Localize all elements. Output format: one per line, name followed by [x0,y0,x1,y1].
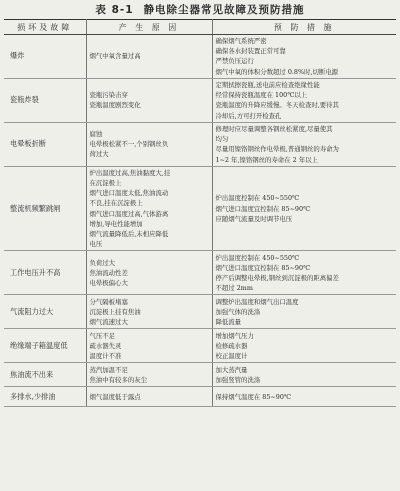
cause-line: 在沉淀极上 [89,179,122,188]
fault-cell: 爆炸 [4,35,86,79]
fault-cell: 焦油流不出来 [4,363,86,387]
fault-cell: 工作电压升不高 [4,251,86,295]
measure-line: 不超过 2mm [215,284,253,293]
cause-line: 电压 [89,240,103,249]
measure-cell [212,295,396,329]
measure-cell [212,78,396,122]
cause-cell [86,363,212,387]
cause-cell [86,35,212,79]
table-number: 表 8-1 [95,4,134,16]
header-measure: 预 防 措 施 [212,20,396,35]
table-body [4,35,396,407]
fault-cell: 整流机频繁跳闸 [4,166,86,251]
measure-cell [212,166,396,251]
measure-line: 瓷瓶温度的升降应缓慢。冬天检查时,要待其 [215,101,339,110]
cause-line: 腐蚀 [89,130,103,138]
cause-line: 温度计不准 [89,352,122,361]
cause-cell [86,387,212,407]
cause-cell [86,78,212,122]
measure-line: 增加烟气压力 [215,331,254,340]
table-row [4,122,396,166]
measure-line: 炉出温度控制在 450~550℃ [215,253,300,262]
cause-line: 烟气中氧含量过高 [89,52,141,61]
cause-line: 焦油流动性差 [89,268,128,277]
cause-line: 负荷过大 [89,258,116,267]
measure-line: 冷却后,方可打开检查孔 [215,111,282,120]
fault-cell: 电晕板折断 [4,122,86,166]
table-row [4,251,396,295]
header-row [4,20,396,35]
cause-line: 分气隔板堵塞 [89,297,128,306]
cause-cell [86,295,212,329]
measure-line: 烟气中氧的体积分数超过 0.8%时,切断电源 [215,67,339,76]
measure-line: 校正温度计 [215,352,248,361]
measure-line: 保持烟气温度在 85~90℃ [215,392,292,401]
table-row [4,329,396,363]
table-row [4,363,396,387]
cause-line: 瓷瓶污染击穿 [89,91,128,100]
measure-line: 经常保持瓷瓶温度在 100℃以上 [215,91,308,100]
cause-line: 焦油中有较多的灰尘 [89,375,148,384]
cause-line: 烟气流量降低后,未相应降低 [89,230,169,239]
cause-line: 荷过大 [89,150,109,159]
cause-line: 烟气温度低于露点 [89,392,141,401]
cause-line: 烟气流速过大 [89,318,128,327]
cause-line: 烟气进口温度过高,气体游离 [89,209,169,218]
header-fault: 损坏及故障 [4,20,86,35]
table-title: 静电除尘器常见故障及预防措施 [143,4,305,16]
measure-line: 烟气进口温度宜控制在 85~90℃ [215,204,311,213]
table-row [4,78,396,122]
measure-cell [212,329,396,363]
measure-line: 应随烟气流量及时调节电压 [215,214,293,223]
measure-cell [212,363,396,387]
table-row [4,295,396,329]
measure-cell [212,387,396,407]
measure-line: 定期拭擦瓷瓶,送电前应检查绝缘性能 [215,80,320,89]
cause-line: 炉出温度过高,焦油黏度大,挂 [89,168,171,177]
measure-line: 加强竖管的洗涤 [215,375,261,384]
measure-line: 1~2 年,镍铬钢丝的寿命在 2 年以上 [215,155,318,164]
table-row [4,387,396,407]
cause-cell [86,166,212,251]
cause-line: 沉淀极上挂有焦油 [89,307,141,316]
fault-cell: 多排水,少排油 [4,387,86,407]
measure-cell [212,251,396,295]
fault-table [4,19,396,407]
measure-line: 停产后调整电晕极,钢丝到沉淀极的距离偏差 [215,273,339,282]
measure-cell [212,35,396,79]
measure-line: 严禁负压运行 [215,57,254,66]
measure-line: 修理时应尽量调整各钢丝松紧度,尽量使其 [215,124,333,133]
cause-cell [86,329,212,363]
measure-line: 均匀 [215,135,229,144]
cause-line: 不良,挂在沉淀极上 [89,199,143,208]
measure-line: 烟气进口温度宜控制在 85~90℃ [215,263,311,272]
table-row [4,35,396,79]
cause-line: 疏水器失灵 [89,341,122,350]
cause-line: 瓷瓶温度剧烈变化 [89,101,141,110]
measure-line: 尽量用镍铬钢丝作电晕极,普通钢丝的寿命为 [215,145,339,154]
fault-cell: 气流阻力过大 [4,295,86,329]
cause-line: 烟气进口温度太低,焦油流动 [89,189,169,198]
cause-line: 增加,导电性能增加 [89,219,143,228]
fault-cell: 瓷瓶炸裂 [4,78,86,122]
measure-line: 确保各水封装置正常可靠 [215,47,286,56]
header-cause: 产 生 原 因 [86,20,212,35]
table-caption [0,2,400,17]
cause-line: 气压不足 [89,331,116,340]
measure-line: 加大蒸汽量 [215,365,248,374]
measure-cell [212,122,396,166]
cause-cell [86,122,212,166]
table-row [4,166,396,251]
measure-line: 炉出温度控制在 450~550℃ [215,194,300,203]
measure-line: 确保烟气系统严密 [215,37,267,45]
fault-cell: 绝缘端子箱温度低 [4,329,86,363]
cause-line: 电晕极偏心大 [89,279,128,288]
cause-line: 电晕极松紧不一,个别钢丝负 [89,140,169,149]
cause-cell [86,251,212,295]
measure-line: 加强气体的洗涤 [215,307,261,316]
measure-line: 检修疏水器 [215,341,248,350]
measure-line: 降低流量 [215,318,242,327]
measure-line: 调整炉出温度和烟气出口温度 [215,297,299,306]
cause-line: 蒸汽加温不足 [89,365,128,374]
